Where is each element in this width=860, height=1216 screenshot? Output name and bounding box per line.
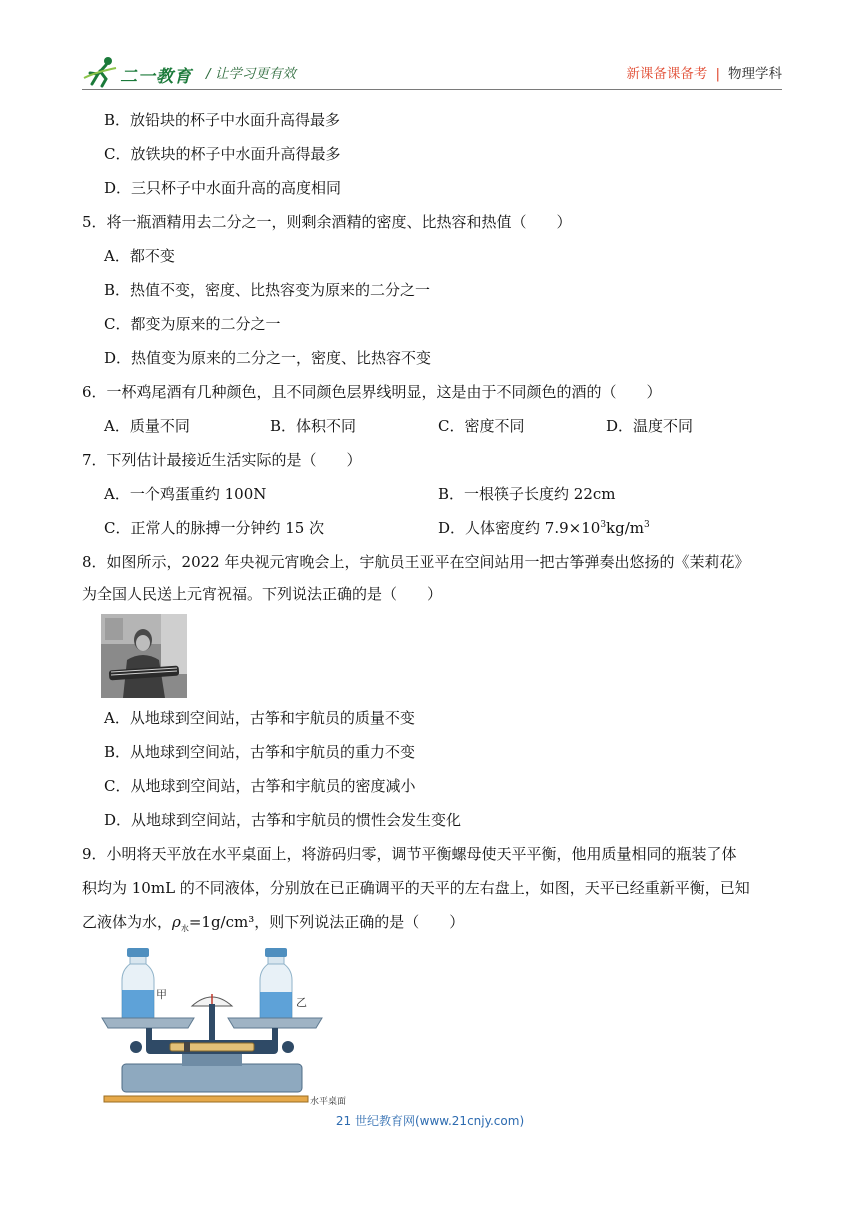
q8-option-b: B．从地球到空间站，古筝和宇航员的重力不变 bbox=[104, 743, 416, 761]
logo-text: 二一教育 bbox=[120, 67, 192, 87]
q9-stem-line3: 乙液体为水，$\rho_水=1g$/cm³，则下列说法正确的是（ ） bbox=[82, 913, 465, 933]
bottle-left bbox=[122, 948, 154, 1018]
page-header bbox=[82, 52, 782, 92]
header-right bbox=[626, 62, 782, 82]
q6-option-d: D．温度不同 bbox=[606, 417, 694, 435]
header-divider bbox=[82, 89, 782, 90]
subject-label: 物理学科 bbox=[728, 66, 782, 82]
table-label: 水平桌面 bbox=[310, 1097, 347, 1107]
q5-stem: 5．将一瓶酒精用去二分之一，则剩余酒精的密度、比热容和热值（ ） bbox=[82, 213, 572, 231]
q7-option-c: C．正常人的脉搏一分钟约 15 次 bbox=[104, 519, 325, 537]
balance-figure bbox=[100, 944, 360, 1110]
q6-stem: 6．一杯鸡尾酒有几种颜色，且不同颜色层界线明显，这是由于不同颜色的酒的（ ） bbox=[82, 383, 662, 401]
q9-stem-line2: 积均为 10mL 的不同液体，分别放在已正确调平的天平的左右盘上，如图，天平已经重新平衡，已知 bbox=[82, 879, 750, 897]
q8-stem-line1: 8．如图所示，2022 年央视元宵晚会上，宇航员王亚平在空间站用一把古筝弹奏出悠扬的《茉莉花》 bbox=[82, 553, 750, 571]
q5-option-b: B．热值不变，密度、比热容变为原来的二分之一 bbox=[104, 281, 431, 299]
brand-logo bbox=[82, 54, 192, 88]
header-separator: | bbox=[715, 66, 720, 82]
q5-option-c: C．都变为原来的二分之一 bbox=[104, 315, 281, 333]
q7-option-d: D．人体密度约 $7.9\times 10^3kg/m^3$ bbox=[438, 519, 650, 537]
q7-stem: 7．下列估计最接近生活实际的是（ ） bbox=[82, 451, 362, 469]
q5-option-d: D．热值变为原来的二分之一，密度、比热容不变 bbox=[104, 349, 432, 367]
runner-icon bbox=[82, 54, 122, 88]
course-label: 新课备课备考 bbox=[626, 66, 708, 82]
astronaut-guzheng-photo bbox=[101, 614, 187, 698]
q5-option-a: A．都不变 bbox=[104, 247, 175, 265]
bottle-right bbox=[260, 948, 292, 1018]
q7-option-b: B．一根筷子长度约 22cm bbox=[438, 485, 616, 503]
q4-option-d: D．三只杯子中水面升高的高度相同 bbox=[104, 179, 342, 197]
q8-option-a: A．从地球到空间站，古筝和宇航员的质量不变 bbox=[104, 709, 415, 727]
q8-option-c: C．从地球到空间站，古筝和宇航员的密度减小 bbox=[104, 777, 416, 795]
q4-option-c: C．放铁块的杯子中水面升高得最多 bbox=[104, 145, 341, 163]
q6-option-a: A．质量不同 bbox=[104, 417, 190, 435]
q4-option-b: B．放铅块的杯子中水面升高得最多 bbox=[104, 111, 341, 129]
slogan: / 让学习更有效 bbox=[206, 66, 296, 82]
q8-option-d: D．从地球到空间站，古筝和宇航员的惯性会发生变化 bbox=[104, 811, 462, 829]
q9-stem-line1: 9．小明将天平放在水平桌面上，将游码归零，调节平衡螺母使天平平衡，他用质量相同的瓶装了体 bbox=[82, 845, 737, 863]
q8-stem-line2: 为全国人民送上元宵祝福。下列说法正确的是（ ） bbox=[82, 585, 443, 603]
page-footer: 21 世纪教育网(www.21cnjy.com) bbox=[335, 1114, 525, 1128]
q6-option-b: B．体积不同 bbox=[270, 417, 357, 435]
q6-option-c: C．密度不同 bbox=[438, 417, 525, 435]
q7-option-a: A．一个鸡蛋重约 100N bbox=[104, 485, 267, 503]
label-jia: 甲 bbox=[156, 988, 167, 1001]
label-yi: 乙 bbox=[296, 996, 307, 1009]
